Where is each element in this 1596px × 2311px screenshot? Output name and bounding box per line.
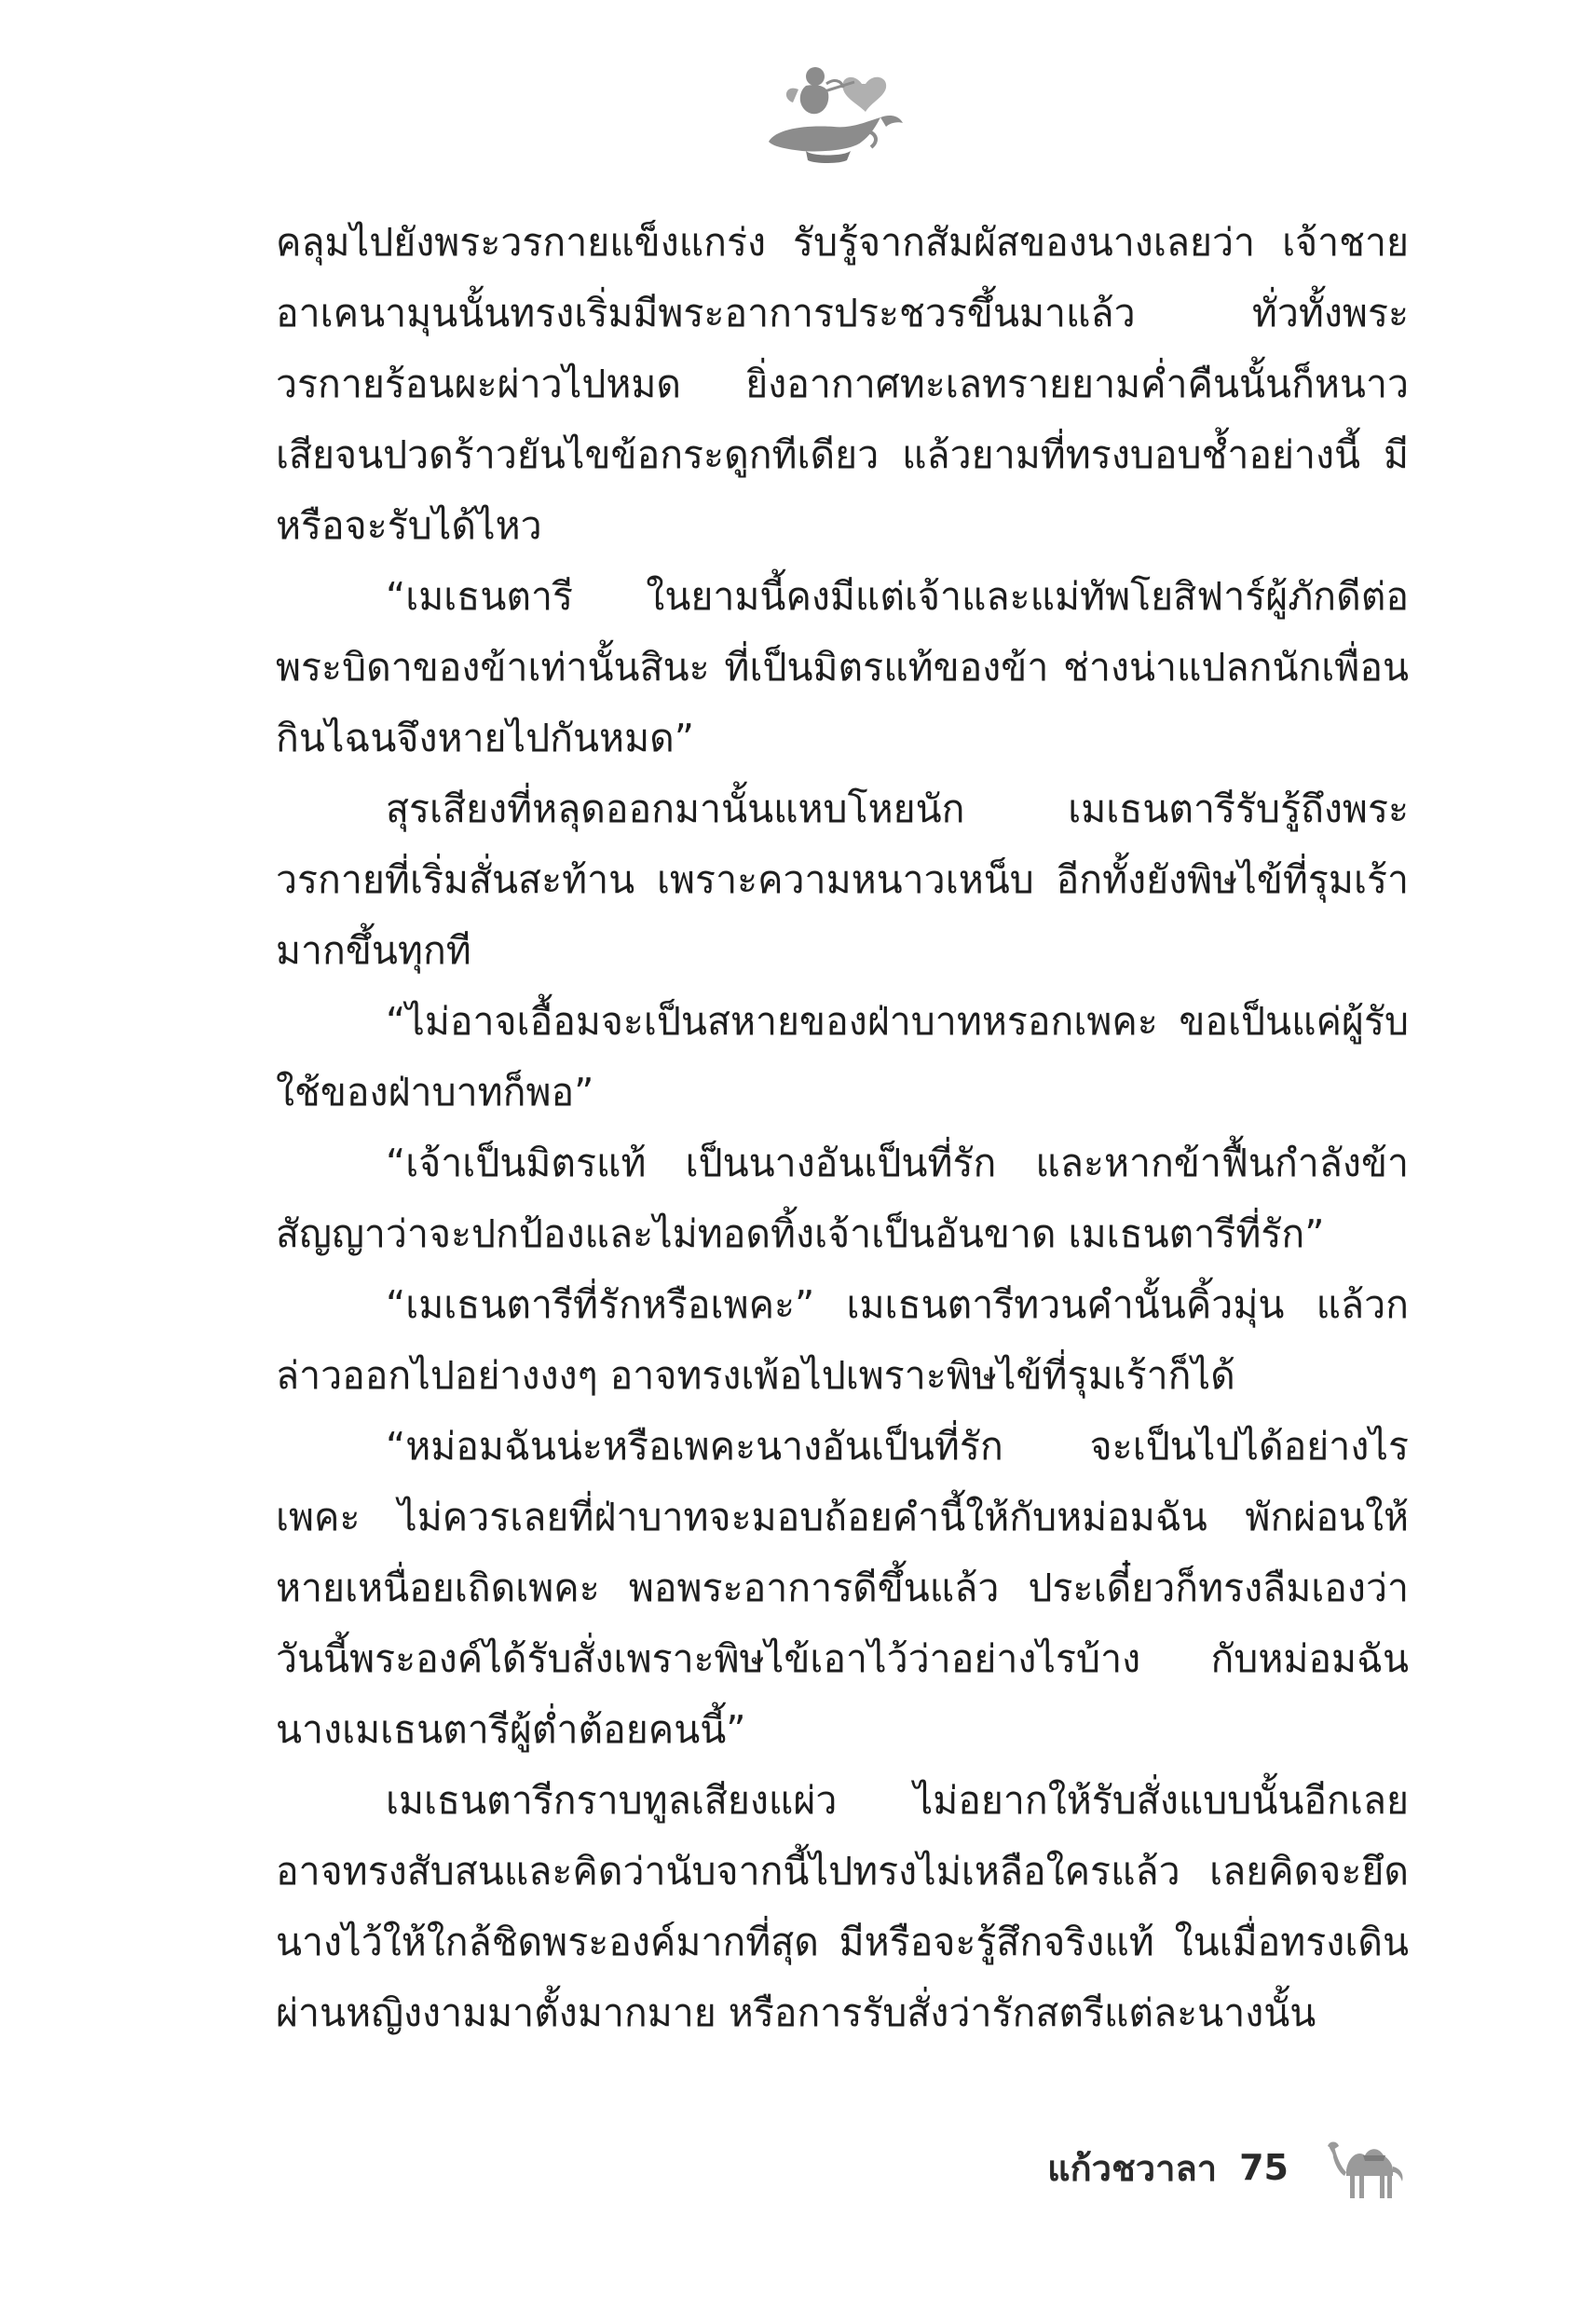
page-footer: [1047, 2130, 1413, 2205]
paragraph: “เจ้าเป็นมิตรแท้ เป็นนางอันเป็นที่รัก และหากข้าฟื้นกำลังข้าสัญญาว่าจะปกป้องและไม่ทอดทิ้งเจ้าเป็นอันขาด เมเธนตารีที่รัก”: [276, 1141, 1409, 1256]
paragraph: สุรเสียงที่หลุดออกมานั้นแหบโหยนัก เมเธนตารีรับรู้ถึงพระวรกายที่เริ่มสั่นสะท้าน เพราะความหนาวเหน็บ อีกทั้งยังพิษไข้ที่รุมเร้ามากขึ้นทุกที: [276, 786, 1409, 973]
paragraph: “เมเธนตารีที่รักหรือเพคะ” เมเธนตารีทวนคำนั้นคิ้วมุ่น แล้วกล่าวออกไปอย่างงงๆ อาจทรงเพ้อไปเพราะพิษไข้ที่รุมเร้าก็ได้: [276, 1282, 1409, 1398]
camel-icon: [1328, 2133, 1413, 2202]
paragraph: คลุมไปยังพระวรกายแข็งแกร่ง รับรู้จากสัมผัสของนางเลยว่า เจ้าชายอาเคนามุนนั้นทรงเริ่มมีพระอาการประชวรขึ้นมาแล้ว ทั่วทั้งพระวรกายร้อนผะผ่าวไปหมด ยิ่งอากาศทะเลทรายยามค่ำคืนนั้นก็หนาวเสียจนปวดร้าวยันไขข้อกระดูกทีเดียว แล้วยามที่ทรงบอบช้ำอย่างนี้ มีหรือจะรับได้ไหว: [276, 220, 1409, 548]
genie-lamp-icon: [750, 56, 918, 168]
body-text: [276, 207, 1409, 2048]
page-number: 75: [1239, 2147, 1289, 2188]
paragraph: “ไม่อาจเอื้อมจะเป็นสหายของฝ่าบาทหรอกเพคะ ขอเป็นแค่ผู้รับใช้ของฝ่าบาทก็พอ”: [276, 999, 1409, 1114]
paragraph: “หม่อมฉันน่ะหรือเพคะนางอันเป็นที่รัก จะเป็นไปได้อย่างไรเพคะ ไม่ควรเลยที่ฝ่าบาทจะมอบถ้อยคำนี้ให้กับหม่อมฉัน พักผ่อนให้หายเหนื่อยเถิดเพคะ พอพระอาการดีขึ้นแล้ว ประเดี๋ยวก็ทรงลืมเองว่าวันนี้พระองค์ได้รับสั่งเพราะพิษไข้เอาไว้ว่าอย่างไรบ้าง กับหม่อมฉันนางเมเธนตารีผู้ต่ำต้อยคนนี้”: [276, 1424, 1409, 1752]
paragraph: “เมเธนตารี ในยามนี้คงมีแต่เจ้าและแม่ทัพโยสิฟาร์ผู้ภักดีต่อพระบิดาของข้าเท่านั้นสินะ ที่เป็นมิตรแท้ของข้า ช่างน่าแปลกนักเพื่อนกินไฉนจึงหายไปกันหมด”: [276, 574, 1409, 760]
book-title: แก้วชวาลา: [1047, 2147, 1218, 2189]
paragraph: เมเธนตารีกราบทูลเสียงแผ่ว ไม่อยากให้รับสั่งแบบนั้นอีกเลย อาจทรงสับสนและคิดว่านับจากนี้ไปทรงไม่เหลือใครแล้ว เลยคิดจะยึดนางไว้ให้ใกล้ชิดพระองค์มากที่สุด มีหรือจะรู้สึกจริงแท้ ในเมื่อทรงเดินผ่านหญิงงามมาตั้งมากมาย หรือการรับสั่งว่ารักสตรีแต่ละนางนั้น: [276, 1778, 1409, 2035]
